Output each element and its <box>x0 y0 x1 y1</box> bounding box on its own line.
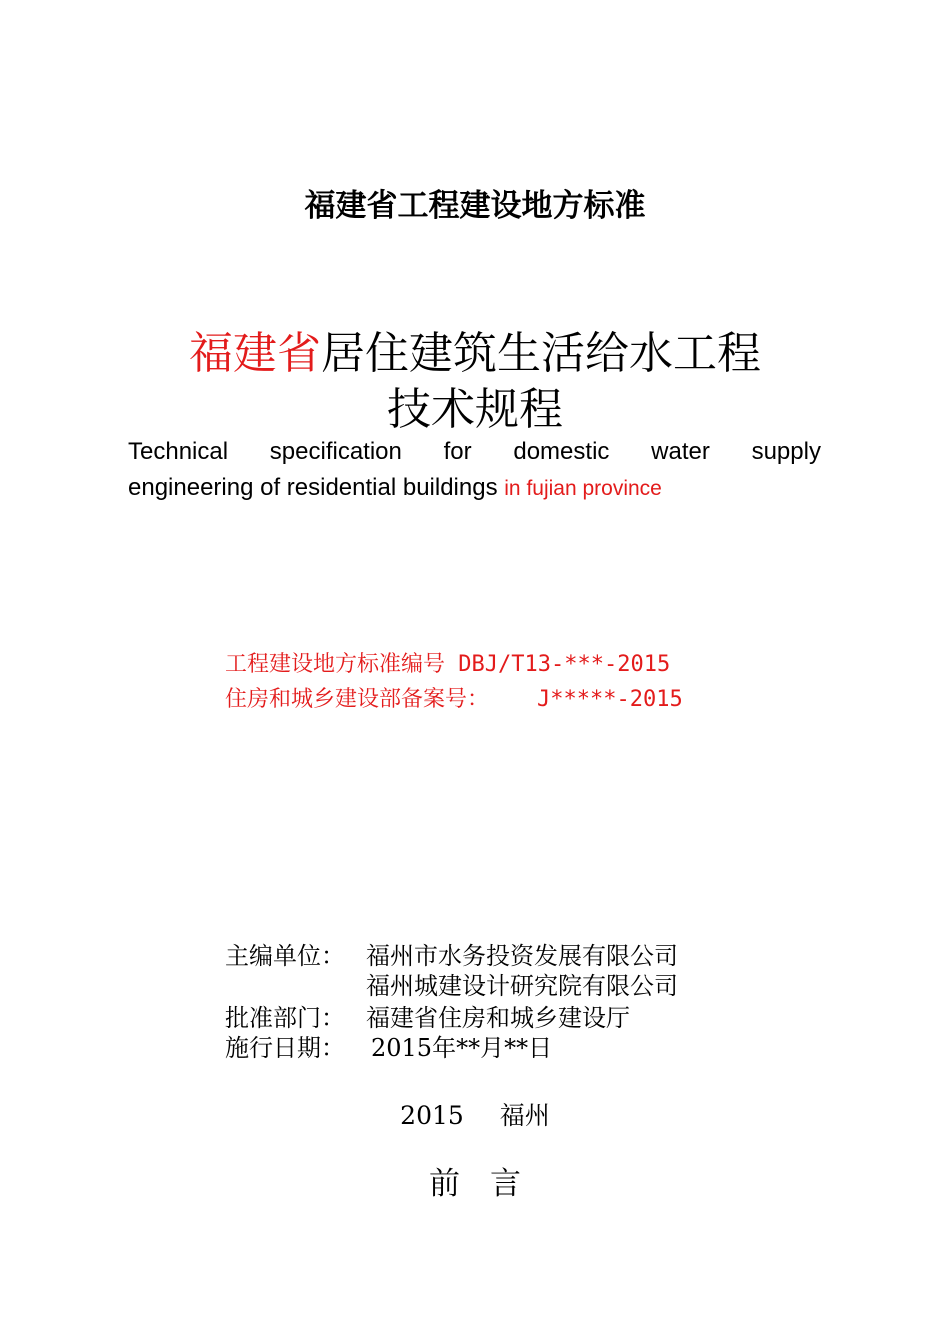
preface-heading: 前言 <box>429 1166 551 1202</box>
record-number-label: 住房和城乡建设部备案号： <box>225 687 490 712</box>
editor-label: 主编单位： <box>225 942 345 970</box>
english-title-word: specification <box>269 438 402 465</box>
main-title-subject: 居住建筑生活给水工程 <box>321 328 761 379</box>
record-number <box>225 685 683 715</box>
effective-date-label: 施行日期： <box>225 1034 345 1062</box>
approver-label: 批准部门： <box>225 1004 345 1032</box>
editor-unit-1: 福州市水务投资发展有限公司 <box>366 942 678 970</box>
effective-date-value: 2015年**月**日 <box>371 1034 553 1062</box>
local-standard-number <box>225 650 670 680</box>
main-title-line-1 <box>0 326 950 382</box>
english-title-word: water <box>651 438 710 465</box>
english-title-line-1 <box>128 436 821 468</box>
approver-value: 福建省住房和城乡建设厅 <box>366 1004 630 1032</box>
imprint-city: 福州 <box>499 1101 550 1130</box>
english-title-word: supply <box>751 438 821 465</box>
imprint-year: 2015 <box>400 1101 464 1130</box>
main-title-province: 福建省 <box>189 328 321 379</box>
local-standard-value: DBJ/T13-***-2015 <box>458 652 671 677</box>
main-title-line-2: 技术规程 <box>387 384 563 435</box>
editor-unit-2: 福州城建设计研究院有限公司 <box>366 972 678 1000</box>
english-title-main: engineering of residential buildings <box>128 474 505 501</box>
series-title: 福建省工程建设地方标准 <box>304 188 646 224</box>
english-title-word: for <box>443 438 472 465</box>
english-title-line-2 <box>128 472 662 505</box>
english-title-province: in fujian province <box>504 477 662 500</box>
english-title-word: Technical <box>128 438 229 465</box>
english-title-word: domestic <box>513 438 610 465</box>
record-number-value: J*****-2015 <box>537 687 683 712</box>
local-standard-label: 工程建设地方标准编号 <box>225 652 446 677</box>
imprint <box>0 1100 950 1132</box>
